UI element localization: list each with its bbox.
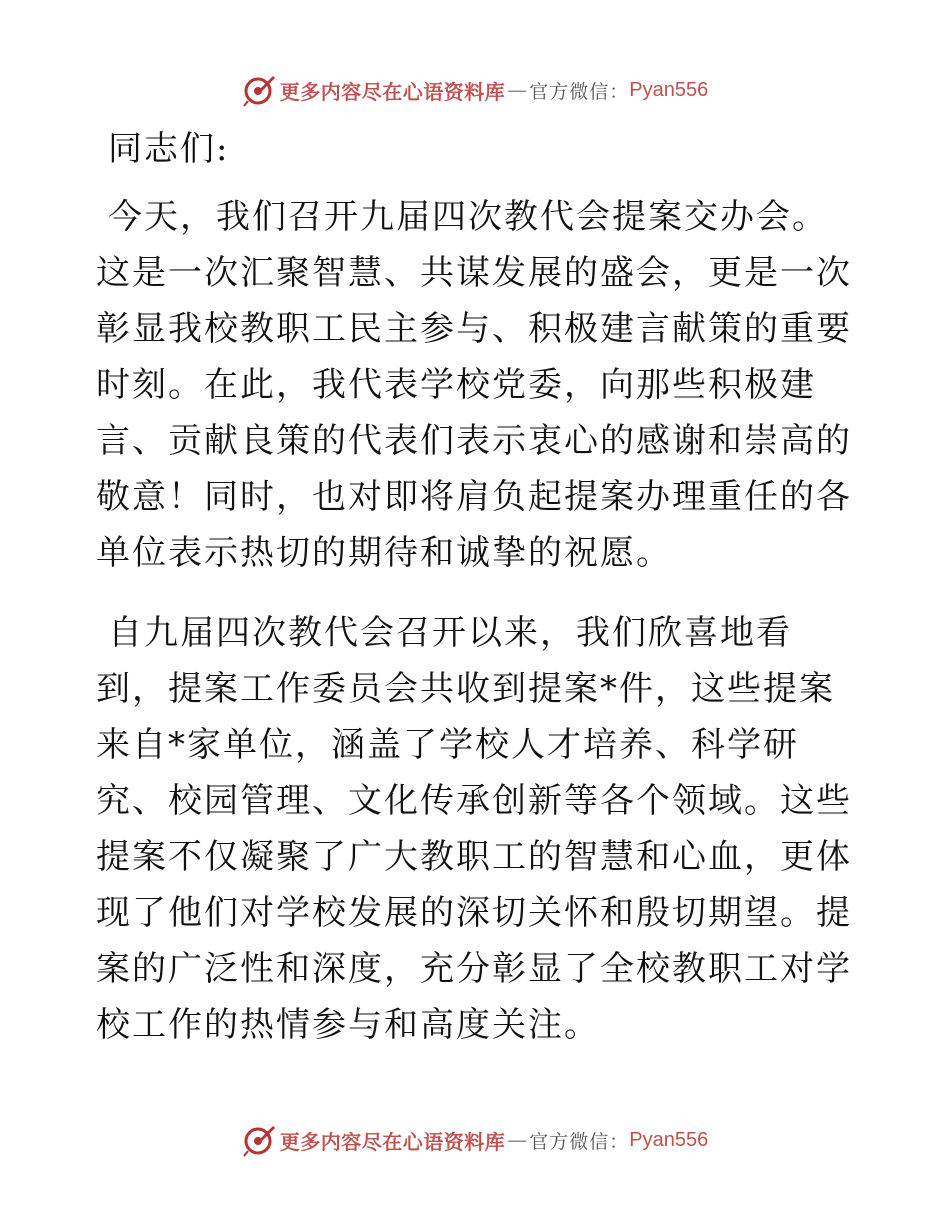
watermark-label: 官方微信： (529, 80, 630, 103)
brand-logo-icon (242, 73, 276, 107)
watermark-text: 更多内容尽在心语资料库 (279, 79, 506, 104)
paragraph-2: 自九届四次教代会召开以来，我们欣喜地看到，提案工作委员会共收到提案*件，这些提案来自*家单位，涵盖了学校人才培养、科学研究、校园管理、文化传承创新等各个领域。这些提案不仅凝聚了广大教职工的智慧和心血，更体现了他们对学校发展的深切关怀和殷切期望。提案的广泛性和深度，充分彰显了全校教职工对学校工作的热情参与和高度关注。 (96, 613, 852, 1045)
paragraph-1: 今天，我们召开九届四次教代会提案交办会。这是一次汇聚智慧、共谋发展的盛会，更是一次彰显我校教职工民主参与、积极建言献策的重要时刻。在此，我代表学校党委，向那些积极建言、贡献良策的代表们表示衷心的感谢和崇高的敬意！同时，也对即将肩负起提案办理重任的各单位表示热切的期待和诚挚的祝愿。 (96, 197, 852, 573)
watermark-wechat-id: Pyan556 (629, 78, 709, 101)
watermark-dash: — (507, 78, 528, 102)
watermark-text: 更多内容尽在心语资料库 (279, 1129, 506, 1154)
header-watermark (0, 70, 950, 110)
salutation: 同志们: (108, 129, 230, 169)
watermark-label: 官方微信： (529, 1130, 630, 1153)
watermark-dash: — (507, 1128, 528, 1152)
footer-watermark (0, 1120, 950, 1160)
document-body (96, 121, 856, 1077)
brand-logo-icon (242, 1123, 276, 1157)
watermark-wechat-id: Pyan556 (629, 1128, 709, 1151)
